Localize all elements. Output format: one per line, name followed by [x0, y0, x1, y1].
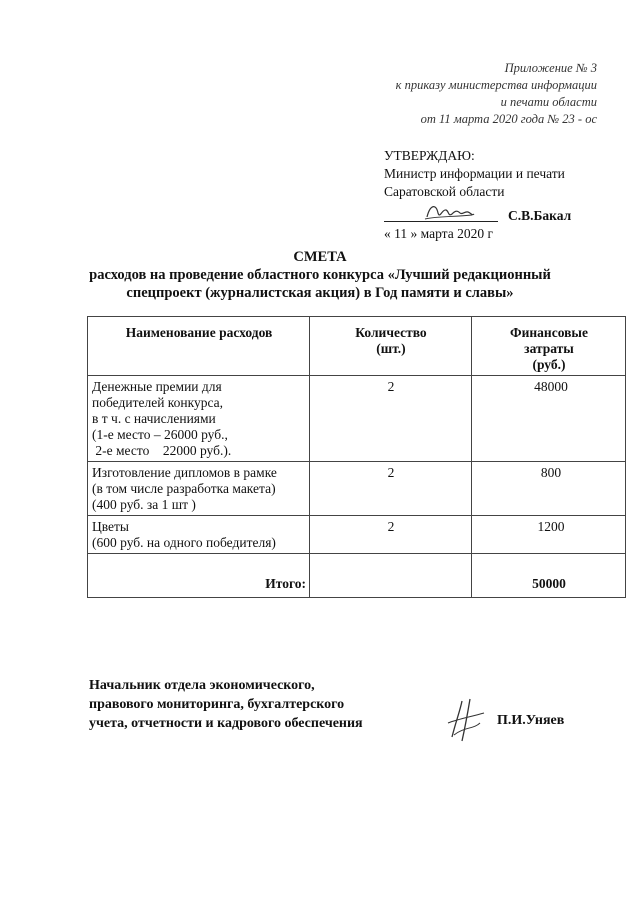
row-expense-name [88, 376, 310, 462]
approval-heading: УТВЕРЖДАЮ: [384, 148, 475, 163]
header-cost-unit: (руб.) [532, 357, 566, 372]
row-expense-name [88, 516, 310, 554]
title-heading: СМЕТА [293, 249, 347, 265]
header-expense-name: Наименование расходов [88, 317, 310, 376]
table-row [88, 376, 626, 462]
appendix-note [297, 60, 597, 128]
approval-date: « 11 » марта 2020 г [384, 226, 493, 241]
title-subheading-line1: расходов на проведение областного конкурса «Лучший редакционный [89, 267, 551, 283]
footer-position-line1: Начальник отдела экономического, [89, 678, 315, 693]
row-text-line: (600 руб. на одного победителя) [92, 535, 276, 550]
header-cost-label-cont: затраты [524, 341, 574, 356]
footer-position [89, 676, 363, 733]
appendix-order-date: от 11 марта 2020 года № 23 - ос [420, 112, 597, 126]
table-total-row [88, 554, 626, 598]
header-quantity-unit: (шт.) [376, 341, 406, 356]
row-text-line: (в том числе разработка макета) [92, 481, 276, 496]
approval-signature-line [384, 203, 604, 225]
row-text-line: в т ч. с начислениями [92, 411, 216, 426]
row-expense-name [88, 462, 310, 516]
row-text-line: Изготовление дипломов в рамке [92, 465, 277, 480]
row-text-line: Цветы [92, 519, 130, 534]
document-title [0, 248, 640, 302]
header-cost [472, 317, 626, 376]
table-header-row [88, 317, 626, 376]
header-quantity [310, 317, 472, 376]
total-quantity-empty [310, 554, 472, 598]
total-value: 50000 [472, 554, 626, 598]
handwritten-signature-approver [424, 201, 476, 223]
estimate-table [87, 316, 626, 598]
appendix-order-ref-cont: и печати области [500, 95, 597, 109]
approval-position: Министр информации и печати [384, 166, 565, 181]
row-text-line: (1-е место – 26000 руб., [92, 427, 228, 442]
approval-region: Саратовской области [384, 184, 505, 199]
row-cost: 800 [472, 462, 626, 516]
row-text-line: (400 руб. за 1 шт ) [92, 497, 196, 512]
row-text-line: Денежные премии для [92, 379, 222, 394]
header-quantity-label: Количество [355, 325, 427, 340]
table-row [88, 516, 626, 554]
footer-position-line2: правового мониторинга, бухгалтерского [89, 697, 345, 712]
header-cost-label: Финансовые [510, 325, 588, 340]
row-text-line: победителей конкурса, [92, 395, 224, 410]
approval-signer-name: С.В.Бакал [508, 208, 572, 223]
footer-signer-name: П.И.Уняев [497, 713, 565, 728]
total-label: Итого: [88, 554, 310, 598]
table-row [88, 462, 626, 516]
title-subheading-line2: спецпроект (журналистская акция) в Год памяти и славы» [126, 285, 514, 301]
row-quantity: 2 [310, 376, 472, 462]
appendix-title: Приложение № 3 [504, 61, 597, 75]
row-quantity: 2 [310, 516, 472, 554]
approval-block [384, 147, 604, 243]
row-quantity: 2 [310, 462, 472, 516]
handwritten-signature-head [444, 697, 488, 745]
row-cost: 48000 [472, 376, 626, 462]
appendix-order-ref: к приказу министерства информации [395, 78, 597, 92]
row-text-line: 2-е место 22000 руб.). [92, 443, 232, 458]
footer-position-line3: учета, отчетности и кадрового обеспечения [89, 716, 363, 731]
row-cost: 1200 [472, 516, 626, 554]
